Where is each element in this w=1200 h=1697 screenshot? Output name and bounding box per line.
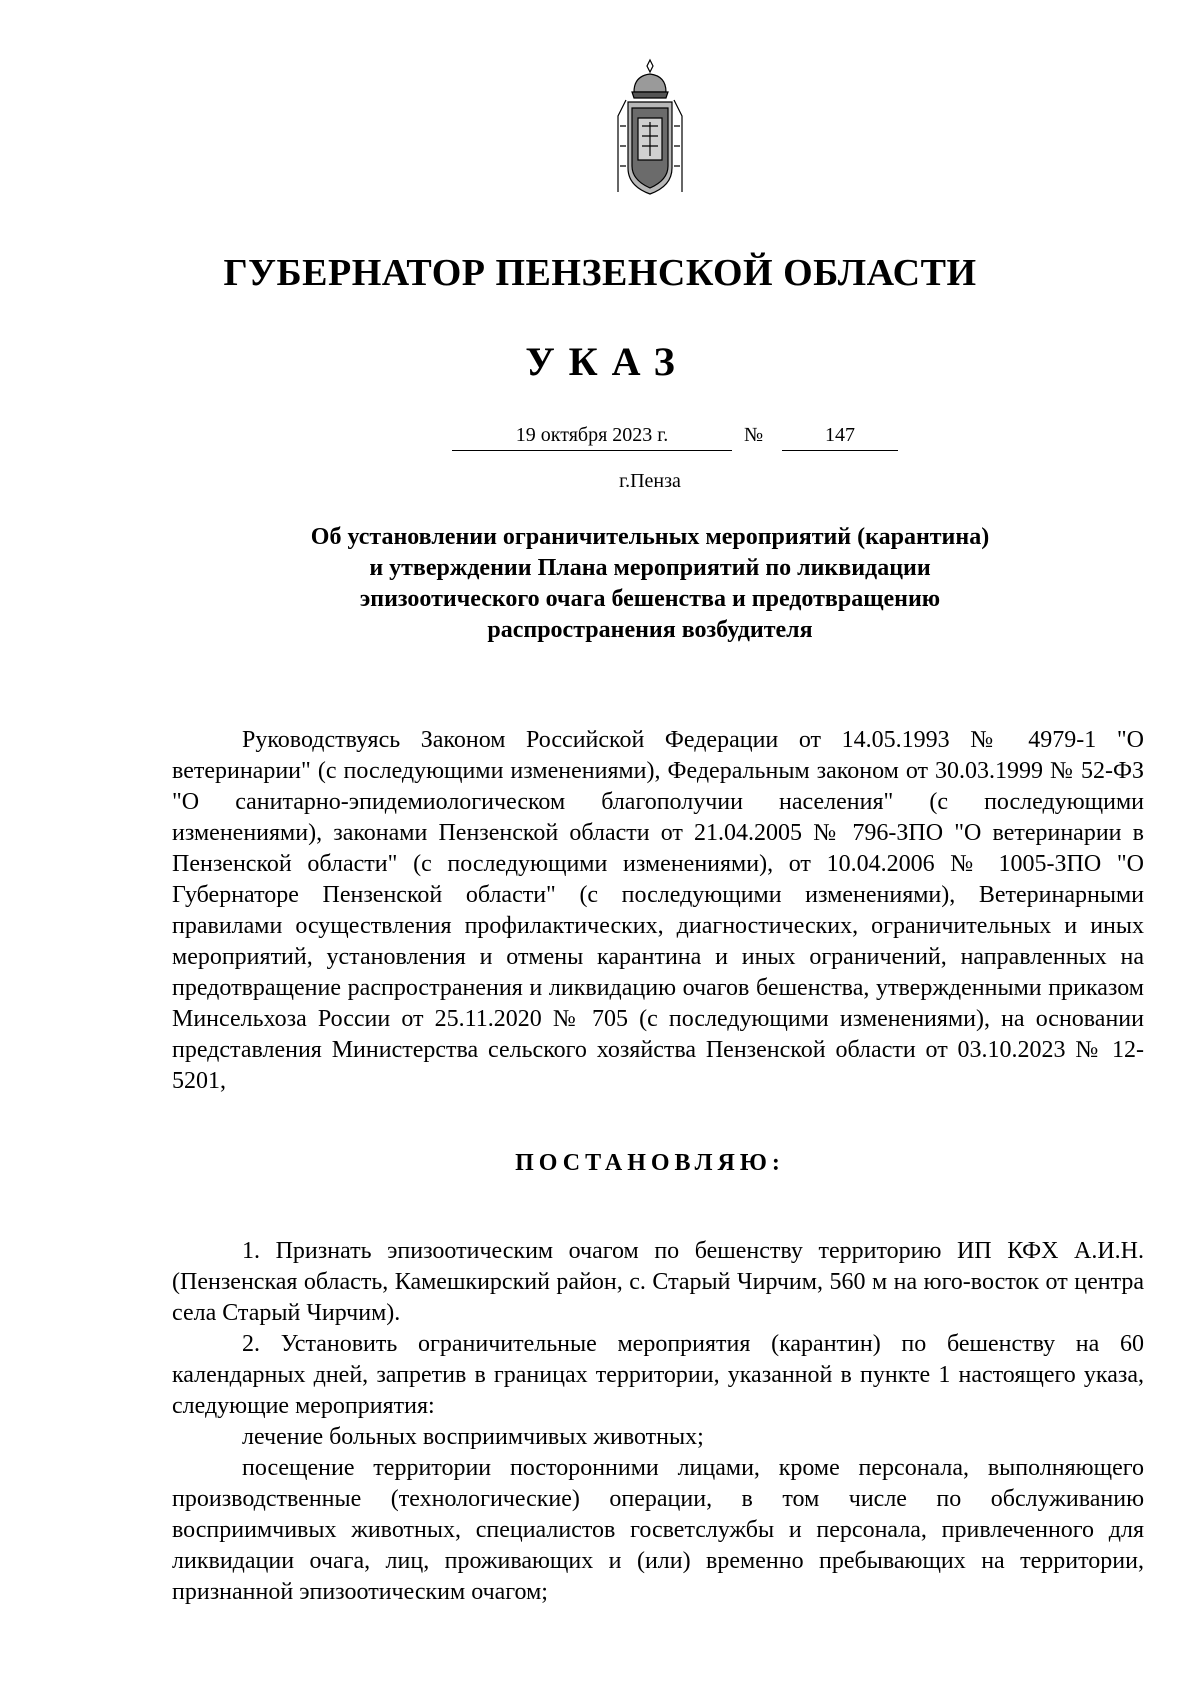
number-sign: №	[744, 424, 764, 446]
resolve-heading: ПОСТАНОВЛЯЮ:	[515, 1150, 785, 1176]
title-line: и утверждении Плана мероприятий по ликвидации	[369, 555, 931, 581]
title-line: эпизоотического очага бешенства и предотвращению	[359, 586, 941, 612]
decree-date: 19 октября 2023 г.	[452, 420, 732, 451]
coat-of-arms-icon	[608, 56, 692, 200]
decree-title	[240, 522, 1060, 646]
issuing-authority: ГУБЕРНАТОР ПЕНЗЕНСКОЙ ОБЛАСТИ	[223, 252, 977, 294]
preamble-paragraph: Руководствуясь Законом Российской Федерации от 14.05.1993 № 4979-1 "О ветеринарии" (с последующими изменениями), Федеральным законом от 30.03.1999 № 52-ФЗ "О санитарно-эпидемиологическом благополучии населения" (с последующими изменениями), законами Пензенской области от 21.04.2005 № 796-ЗПО "О ветеринарии в Пензенской области" (с последующими изменениями), от 10.04.2006 № 1005-ЗПО "О Губернаторе Пензенской области" (с последующими изменениями), Ветеринарными правилами осуществления профилактических, диагностических, ограничительных и иных мероприятий, установления и отмены карантина и иных ограничений, направленных на предотвращение распространения и ликвидацию очагов бешенства, утвержденными приказом Минсельхоза России от 25.11.2020 № 705 (с последующими изменениями), на основании представления Министерства сельского хозяйства Пензенской области от 03.10.2023 № 12-5201,	[172, 727, 1144, 1094]
item-paragraph: 1. Признать эпизоотическим очагом по бешенству территорию ИП КФХ А.И.Н. (Пензенская область, Камешкирский район, с. Старый Чирчим, 560 м на юго-восток от центра села Старый Чирчим).	[172, 1238, 1144, 1326]
item-paragraph: 2. Установить ограничительные мероприятия (карантин) по бешенству на 60 календарных дней, запретив в границах территории, указанной в пункте 1 настоящего указа, следующие мероприятия:	[172, 1331, 1144, 1419]
issue-city: г.Пенза	[619, 470, 681, 492]
item-paragraph: посещение территории посторонними лицами, кроме персонала, выполняющего производственные (технологические) операции, в том числе по обслуживанию восприимчивых животных, специалистов госветслужбы и персонала, привлеченного для ликвидации очага, лиц, проживающих и (или) временно пребывающих на территории, признанной эпизоотическим очагом;	[172, 1455, 1144, 1605]
items-block	[172, 1236, 1144, 1608]
title-line: Об установлении ограничительных мероприятий (карантина)	[310, 524, 990, 550]
decree-number: 147	[782, 420, 898, 451]
item-paragraph: лечение больных восприимчивых животных;	[242, 1424, 704, 1450]
preamble-block	[172, 725, 1144, 1097]
title-line: распространения возбудителя	[487, 617, 813, 643]
document-type: УКАЗ	[525, 339, 689, 384]
